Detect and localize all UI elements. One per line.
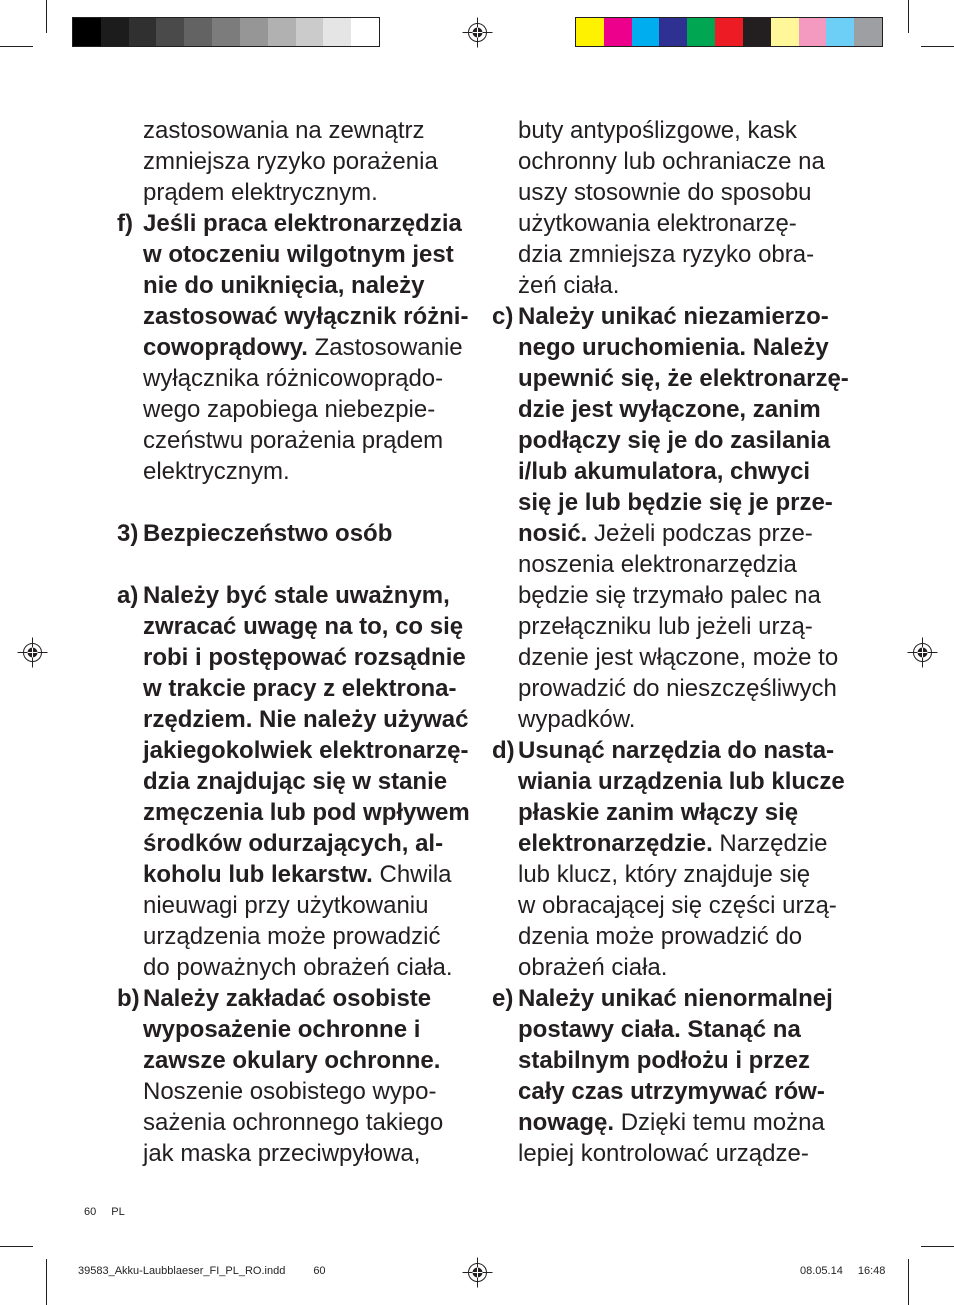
bold-text-line: Należy zakładać osobiste	[143, 985, 432, 1012]
body-text: Jeżeli podczas prze-	[594, 520, 813, 547]
item-b	[117, 983, 497, 1169]
bold-text-line: Należy być stale uważnym,	[143, 582, 450, 609]
text-line: będzie się trzymało palec na	[518, 582, 821, 609]
bold-text-line: zwracać uwagę na to, co się	[143, 613, 464, 640]
bold-text-line: upewnić się, że elektronarzę-	[518, 365, 849, 392]
text-line: nieuwagi przy użytkowaniu	[143, 892, 429, 919]
body-text: Chwila	[379, 861, 452, 888]
bold-text-line: nie do uniknięcia, należy	[143, 272, 425, 299]
item-label: a)	[117, 582, 139, 609]
text-line: elektrycznym.	[143, 458, 290, 485]
gray-swatch	[240, 18, 268, 46]
gray-swatch	[323, 18, 351, 46]
left-column	[117, 115, 497, 1169]
body-text: Zastosowanie	[314, 334, 463, 361]
color-swatch	[632, 18, 660, 46]
registration-left-icon	[18, 638, 48, 668]
text-line: wego zapobiega niebezpie-	[143, 396, 436, 423]
color-swatch	[743, 18, 771, 46]
slug-timestamp	[800, 1265, 885, 1278]
text-line: uszy stosownie do sposobu	[518, 179, 812, 206]
text-line: prądem elektrycznym.	[143, 179, 378, 206]
bold-text: koholu lub lekarstw.	[143, 861, 373, 888]
text-line: przełączniku lub jeżeli urzą-	[518, 613, 813, 640]
item-label: d)	[492, 737, 515, 764]
page-number: 60	[84, 1206, 97, 1218]
bold-text-line: środków odurzających, al-	[143, 830, 444, 857]
color-swatch	[715, 18, 743, 46]
item-a	[117, 580, 497, 983]
section-title: Bezpieczeństwo osób	[143, 520, 393, 547]
text-line: Noszenie osobistego wypo-	[143, 1078, 437, 1105]
section-number: 3)	[117, 520, 139, 547]
text-line: lepiej kontrolować urządze-	[518, 1140, 809, 1167]
slug-file-page: 60	[313, 1265, 326, 1277]
text-line: buty antypoślizgowe, kask	[518, 117, 797, 144]
text-line: wypadków.	[518, 706, 636, 733]
text-line: żeń ciała.	[518, 272, 620, 299]
color-swatch	[687, 18, 715, 46]
bold-text-line: nego uruchomienia. Należy	[518, 334, 829, 361]
text-line: zastosowania na zewnątrz	[143, 117, 425, 144]
bold-text-line: w otoczeniu wilgotnym jest	[143, 241, 454, 268]
text-line: w obracającej się części urzą-	[518, 892, 837, 919]
slug-file-name: 39583_Akku-Laubblaeser_FI_PL_RO.indd	[78, 1265, 286, 1277]
item-label: c)	[492, 303, 514, 330]
color-swatch	[854, 18, 882, 46]
section-heading-3	[117, 518, 497, 549]
text-line: do poważnych obrażeń ciała.	[143, 954, 453, 981]
bold-text-line: cały czas utrzymywać rów-	[518, 1078, 825, 1105]
body-text: Narzędzie	[719, 830, 828, 857]
registration-top-icon	[463, 18, 493, 48]
bold-text-line: jakiegokolwiek elektronarzę-	[143, 737, 469, 764]
text-line: prowadzić do nieszczęśliwych	[518, 675, 837, 702]
gray-swatch	[129, 18, 157, 46]
bold-text-line: postawy ciała. Stanąć na	[518, 1016, 801, 1043]
bold-text-line: zawsze okulary ochronne.	[143, 1047, 441, 1074]
mixed-text-line	[143, 859, 497, 890]
gray-swatch	[101, 18, 129, 46]
mixed-text-line	[518, 828, 872, 859]
bold-text-line: rzędziem. Nie należy używać	[143, 706, 469, 733]
bold-text-line: Należy unikać nienormalnej	[518, 985, 833, 1012]
mixed-text-line	[143, 332, 497, 363]
text-line: lub klucz, który znajduje się	[518, 861, 811, 888]
bold-text-line: zmęczenia lub pod wpływem	[143, 799, 470, 826]
bold-text-line: wyposażenie ochronne i	[143, 1016, 421, 1043]
text-line: jak maska przeciwpyłowa,	[143, 1140, 421, 1167]
text-line: dzenia może prowadzić do	[518, 923, 803, 950]
text-line: noszenia elektronarzędzia	[518, 551, 797, 578]
bold-text: nowagę.	[518, 1109, 615, 1136]
body-text: Dzięki temu można	[620, 1109, 825, 1136]
bold-text-line: wiania urządzenia lub klucze	[518, 768, 845, 795]
text-line: urządzenia może prowadzić	[143, 923, 441, 950]
color-swatch	[576, 18, 604, 46]
bold-text-line: zastosować wyłącznik różni-	[143, 303, 469, 330]
slug-date: 08.05.14	[800, 1265, 843, 1277]
item-label: f)	[117, 210, 133, 237]
text-line: czeństwu porażenia prądem	[143, 427, 444, 454]
bold-text-line: stabilnym podłożu i przez	[518, 1047, 811, 1074]
bold-text-line: Usunąć narzędzia do nasta-	[518, 737, 835, 764]
bold-text-line: się je lub będzie się je prze-	[518, 489, 833, 516]
gray-swatch	[351, 18, 379, 46]
gray-swatch	[184, 18, 212, 46]
gray-swatch	[156, 18, 184, 46]
registration-bottom-icon	[463, 1258, 493, 1288]
bold-text-line: Jeśli praca elektronarzędzia	[143, 210, 462, 237]
text-line: sażenia ochronnego takiego	[143, 1109, 444, 1136]
text-line: dzenie jest włączone, może to	[518, 644, 839, 671]
item-d	[492, 735, 872, 983]
item-b-continuation	[492, 115, 872, 301]
bold-text-line: w trakcie pracy z elektrona-	[143, 675, 457, 702]
slug-time: 16:48	[857, 1265, 886, 1277]
gray-swatch	[73, 18, 101, 46]
color-swatch	[659, 18, 687, 46]
color-swatch	[826, 18, 854, 46]
gray-swatch	[212, 18, 240, 46]
text-line: użytkowania elektronarzę-	[518, 210, 797, 237]
bold-text: nosić.	[518, 520, 588, 547]
bold-text-line: Należy unikać niezamierzo-	[518, 303, 829, 330]
grayscale-control-bar	[72, 17, 380, 47]
color-control-bar	[575, 17, 883, 47]
item-c	[492, 301, 872, 735]
mixed-text-line	[518, 518, 872, 549]
right-column	[492, 115, 872, 1169]
bold-text-line: dzia znajdując się w stanie	[143, 768, 448, 795]
bold-text-line: dzie jest wyłączone, zanim	[518, 396, 821, 423]
item-label: e)	[492, 985, 514, 1012]
mixed-text-line	[518, 1107, 872, 1138]
text-line: wyłącznika różnicowoprądo-	[143, 365, 444, 392]
text-line: dzia zmniejsza ryzyko obra-	[518, 241, 815, 268]
bold-text-line: robi i postępować rozsądnie	[143, 644, 466, 671]
slug-file-info	[78, 1265, 326, 1278]
registration-right-icon	[908, 638, 938, 668]
bold-text-line: i/lub akumulatora, chwyci	[518, 458, 811, 485]
text-line: ochronny lub ochraniacze na	[518, 148, 825, 175]
language-code: PL	[111, 1206, 125, 1218]
bold-text-line: płaskie zanim włączy się	[518, 799, 799, 826]
item-f	[117, 208, 497, 487]
gray-swatch	[296, 18, 324, 46]
gray-swatch	[268, 18, 296, 46]
text-line: zmniejsza ryzyko porażenia	[143, 148, 438, 175]
item-e-continuation	[117, 115, 497, 208]
color-swatch	[771, 18, 799, 46]
bold-text-line: podłączy się je do zasilania	[518, 427, 831, 454]
bold-text: cowoprądowy.	[143, 334, 308, 361]
bold-text: elektronarzędzie.	[518, 830, 713, 857]
page-footer	[84, 1206, 125, 1219]
color-swatch	[604, 18, 632, 46]
color-swatch	[799, 18, 827, 46]
item-e	[492, 983, 872, 1169]
item-label: b)	[117, 985, 140, 1012]
text-line: obrażeń ciała.	[518, 954, 668, 981]
